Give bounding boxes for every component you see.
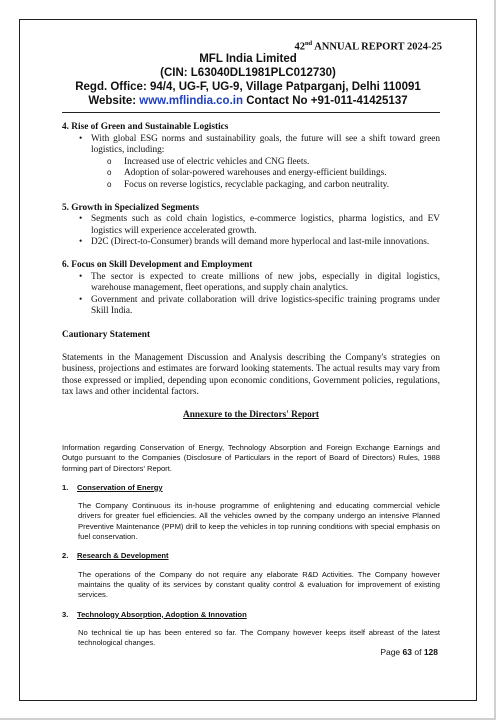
sub-list-item: o Adoption of solar-powered warehouses and energy-efficient buildings.	[107, 168, 440, 180]
header-rule	[62, 112, 440, 113]
annexure-title: Annexure to the Directors' Report	[183, 409, 319, 420]
cautionary-text: Statements in the Management Discussion and Analysis describing the Company's strategies on business, projections and estimates are forward looking statements. The actual results may vary from those expressed or implied, depending upon economic conditions, Government policies, regulations, tax laws and other incidental factors.	[62, 352, 440, 398]
report-title: 42nd ANNUAL REPORT 2024-25	[294, 40, 442, 53]
page-number: Page 63 of 128	[380, 647, 438, 657]
sub-list	[91, 157, 440, 192]
list-item: • Segments such as cold chain logistics, e-commerce logistics, pharma logistics, and EV logistics will experience accelerated growth.	[79, 214, 440, 237]
website-contact-line: Website: www.mflindia.co.in Contact No +91-011-41425137	[88, 95, 408, 107]
annexure-body	[62, 443, 440, 648]
annexure-item-2-heading: 2. Research & Development	[62, 551, 169, 561]
section-6-heading: 6. Focus on Skill Development and Employment	[62, 259, 253, 270]
section-4-list	[62, 134, 440, 192]
section-5-heading: 5. Growth in Specialized Segments	[62, 202, 199, 213]
mdna-sections	[62, 122, 440, 421]
company-cin: (CIN: L63040DL1981PLC012730)	[160, 67, 336, 79]
annexure-item-3-heading: 3. Technology Absorption, Adoption & Innovation	[62, 609, 247, 619]
annexure-item-3-text: No technical tie up has been entered so far. The Company however keeps itself abreast of the latest technological changes.	[78, 627, 440, 648]
section-5-list	[62, 214, 440, 249]
list-item: • Government and private collaboration will drive logistics-specific training programs under Skill India.	[79, 295, 440, 318]
website-link[interactable]: www.mflindia.co.in	[139, 95, 244, 107]
sub-list-item: o Focus on reverse logistics, recyclable packaging, and carbon neutrality.	[107, 180, 440, 192]
annexure-intro: Information regarding Conservation of Energy, Technology Absorption and Foreign Exchange Earnings and Outgo pursuant to the Companies (Disclosure of Particulars in the report of Board of Directors) Rules, 1988 forming part of Directors' Report.	[62, 443, 440, 473]
cautionary-heading: Cautionary Statement	[62, 329, 151, 340]
annexure-item-1-heading: 1. Conservation of Energy	[62, 482, 163, 492]
section-6-list	[62, 272, 440, 318]
list-item: • The sector is expected to create millions of new jobs, especially in digital logistics, warehouse management, fleet operations, and supply chain analytics.	[79, 272, 440, 295]
sub-list-item: o Increased use of electric vehicles and CNG fleets.	[107, 157, 440, 169]
annexure-item-2-text: The operations of the Company do not require any elaborate R&D Activities. The Company however maintains the quality of its services by constant quality control & evaluation for improvement of existing services.	[78, 569, 440, 600]
registered-office: Regd. Office: 94/4, UG-F, UG-9, Village Patparganj, Delhi 110091	[75, 81, 421, 93]
annexure-item-1-text: The Company Continuous its in-house programme of enlightening and educating commercial vehicle drivers for greater fuel efficiencies. All the vehicles owned by the company undergo an intensive Planned Preventive Maintenance (PPM) drill to keep the vehicles in top running conditions with special emphasis on fuel conservation.	[78, 501, 440, 542]
company-name: MFL India Limited	[199, 53, 297, 65]
section-4-heading: 4. Rise of Green and Sustainable Logistics	[62, 122, 229, 132]
list-item: • D2C (Direct-to-Consumer) brands will demand more hyperlocal and last-mile innovations.	[79, 237, 440, 249]
list-item: • With global ESG norms and sustainability goals, the future will see a shift toward green logistics, including: o Increased use of electric vehicles and CNG fleets. o Adoption of solar-powered warehouses and energy-efficient buildings. o Focus on reverse logistics, recyclable packaging, and carbon neutrality.	[79, 134, 440, 192]
